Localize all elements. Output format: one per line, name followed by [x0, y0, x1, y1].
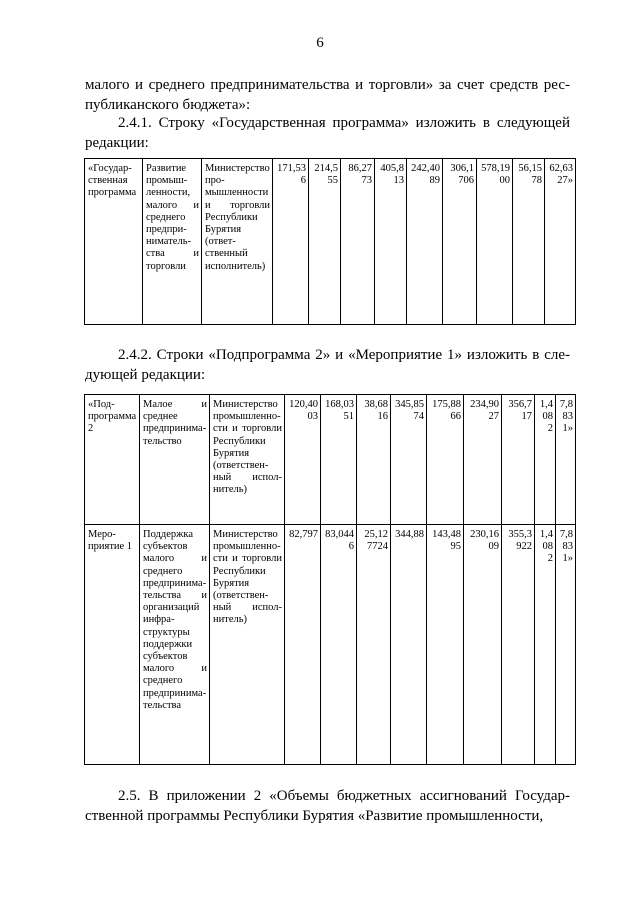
table-cell-value: 306,1706: [443, 159, 477, 325]
table-cell-value: 405,813: [375, 159, 407, 325]
table-cell-value: 82,797: [285, 525, 321, 765]
table-state-program-body: [85, 159, 576, 325]
item-2-5-paragraph: 2.5. В приложении 2 «Объемы бюджетных ассигнований Государственной программы Республики Бурятия «Развитие промышленности,: [85, 788, 570, 824]
table-cell-value: 345,8574: [391, 395, 427, 525]
table-cell-value: 56,1578: [513, 159, 545, 325]
table-row: [85, 525, 576, 765]
item-2-4-1-paragraph: 2.4.1. Строку «Государственная программа» изложить в следующей редакции:: [85, 115, 570, 151]
table-cell-value: 1,4082: [535, 395, 556, 525]
table-cell-value: 355,3922: [502, 525, 535, 765]
intro-paragraph: малого и среднего предпринимательства и торговли» за счет средств республиканского бюджета»:: [85, 77, 570, 113]
table-cell-value: 242,4089: [407, 159, 443, 325]
table-cell-value: 7,8831»: [556, 525, 576, 765]
table-cell-col2: Малое и среднее предпринимательство: [140, 395, 210, 525]
table-cell-value: 38,6816: [357, 395, 391, 525]
table-cell-value: 230,1609: [464, 525, 502, 765]
table-cell-value: 86,2773: [341, 159, 375, 325]
table-cell-col3: Министерство промышленности и торговли Республики Бурятия (ответственный исполнитель): [202, 159, 273, 325]
table-subprogram-body: [85, 395, 576, 765]
table-cell-col3: Министерство промышленности и торговли Республики Бурятия (ответственный исполнитель): [210, 525, 285, 765]
table-cell-value: 1,4082: [535, 525, 556, 765]
table-cell-value: 25,127724: [357, 525, 391, 765]
item-2-4-2-paragraph: 2.4.2. Строки «Подпрограмма 2» и «Мероприятие 1» изложить в следующей редакции:: [85, 347, 570, 383]
table-cell-value: 120,4003: [285, 395, 321, 525]
table-cell-col1: «Государственная программа: [85, 159, 143, 325]
table-cell-col2: Развитие промышленности, малого и среднего предпринимательства и торговли: [143, 159, 202, 325]
table-state-program: [84, 158, 576, 325]
table-cell-col1: «Подпрограмма 2: [85, 395, 140, 525]
table-cell-value: 168,0351: [321, 395, 357, 525]
table-cell-col1: Мероприятие 1: [85, 525, 140, 765]
table-cell-value: 7,8831»: [556, 395, 576, 525]
table-cell-value: 62,6327»: [545, 159, 576, 325]
table-cell-value: 175,8866: [427, 395, 464, 525]
table-cell-value: 83,0446: [321, 525, 357, 765]
table-cell-value: 344,88: [391, 525, 427, 765]
table-cell-value: 143,4895: [427, 525, 464, 765]
table-cell-col2: Поддержка субъектов малого и среднего предпринимательства и организаций инфраструктуры поддержки субъектов малого и среднего предпринимательства: [140, 525, 210, 765]
table-cell-value: 578,1900: [477, 159, 513, 325]
page-number: 6: [316, 35, 324, 51]
table-row: [85, 159, 576, 325]
table-cell-col3: Министерство промышленности и торговли Республики Бурятия (ответственный исполнитель): [210, 395, 285, 525]
table-cell-value: 171,536: [273, 159, 309, 325]
table-row: [85, 395, 576, 525]
table-cell-value: 234,9027: [464, 395, 502, 525]
table-cell-value: 356,717: [502, 395, 535, 525]
table-subprogram: [84, 394, 576, 765]
table-cell-value: 214,555: [309, 159, 341, 325]
